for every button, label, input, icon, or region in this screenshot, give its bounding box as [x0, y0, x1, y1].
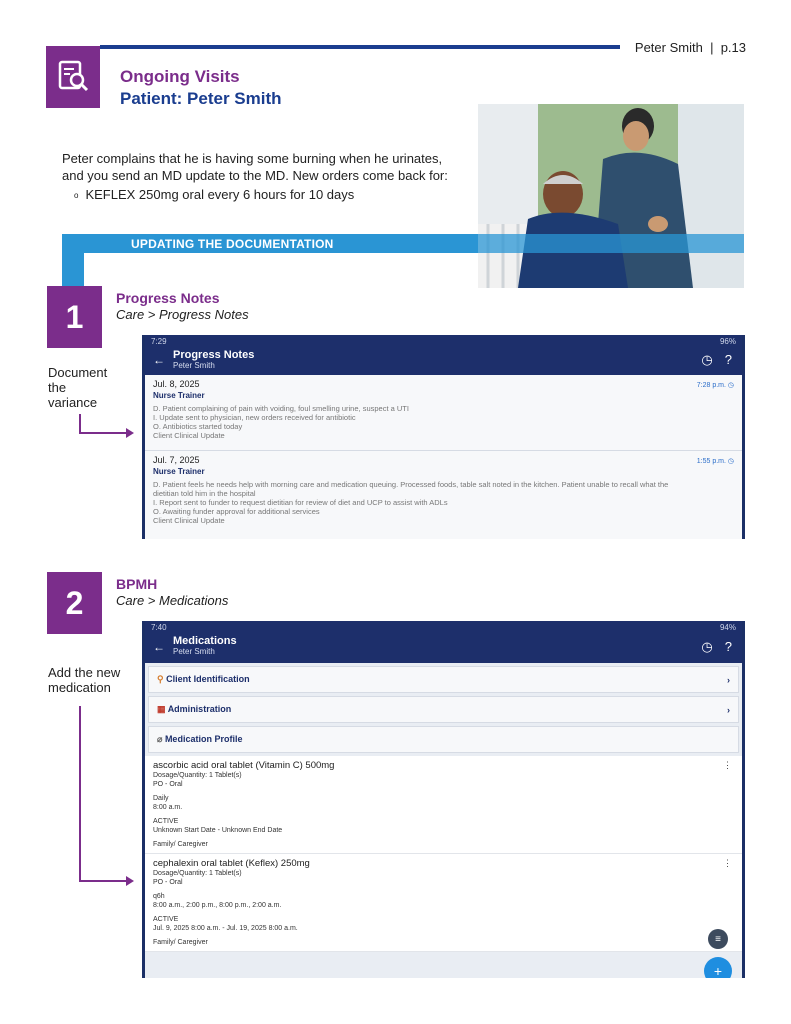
medication-status: ACTIVE [153, 916, 179, 923]
header-patient-name: Peter Smith [634, 40, 703, 55]
note-author: Nurse Trainer [153, 467, 205, 476]
clock-icon: ◷ [727, 458, 734, 465]
medication-profile-header [148, 726, 739, 753]
medication-route: PO - Oral [153, 781, 183, 788]
status-bar [145, 621, 742, 634]
screen-title: Progress Notes [173, 349, 255, 361]
medication-card[interactable] [145, 854, 742, 952]
row-label: Client Identification [166, 674, 250, 684]
step-2-note-line: Add the new [48, 665, 121, 680]
note-category: Client Clinical Update [153, 516, 225, 525]
order-text: KEFLEX 250mg oral every 6 hours for 10 days [85, 187, 355, 202]
medication-dates: Jul. 9, 2025 8:00 a.m. - Jul. 19, 2025 8:00 a.m. [153, 925, 298, 932]
section-band-connector [62, 253, 84, 287]
screen-subtitle: Peter Smith [173, 647, 215, 656]
medication-frequency: Daily [153, 795, 169, 802]
medication-source: Family/ Caregiver [153, 939, 208, 946]
step-2-path: Care > Medications [116, 593, 229, 608]
medications-appbar [145, 621, 742, 663]
document-search-icon [46, 46, 100, 108]
section-band-overlay [478, 234, 744, 253]
screen-title: Medications [173, 635, 237, 647]
step-1-note-line: Document [48, 365, 108, 380]
calendar-icon: ▦ [157, 704, 166, 714]
screen-subtitle: Peter Smith [173, 361, 215, 370]
medication-status: ACTIVE [153, 818, 179, 825]
step-1-title: Progress Notes [116, 290, 220, 306]
status-battery: 96% [719, 337, 736, 346]
filter-icon[interactable]: ≡ [708, 929, 728, 949]
back-arrow-icon[interactable]: ← [153, 640, 165, 654]
step-2-arrow-shaft [79, 880, 126, 882]
chevron-right-icon: › [727, 674, 730, 685]
patient-title: Patient: Peter Smith [120, 89, 282, 108]
medications-screen [142, 621, 745, 978]
header-rule [100, 45, 620, 49]
medication-dosage: Dosage/Quantity: 1 Tablet(s) [153, 772, 242, 779]
arrow-right-icon [126, 428, 134, 438]
note-date: Jul. 8, 2025 [153, 379, 200, 389]
back-arrow-icon[interactable]: ← [153, 353, 165, 367]
medication-frequency: q6h [153, 893, 165, 900]
help-icon[interactable]: ? [724, 639, 732, 654]
note-line: I. Report sent to funder to request dietitian for review of diet and UCP to assist with ADLs [153, 498, 448, 507]
note-time-text: 1:55 p.m. [696, 458, 726, 465]
note-line: I. Update sent to physician, new orders received for antibiotic [153, 413, 356, 422]
progress-note-card[interactable] [145, 451, 742, 539]
history-clock-icon[interactable]: ◷ [701, 639, 713, 654]
history-clock-icon[interactable]: ◷ [701, 352, 713, 367]
more-options-icon[interactable]: ⋮ [723, 858, 732, 868]
note-line: O. Awaiting funder approval for additional services [153, 507, 320, 516]
medication-source: Family/ Caregiver [153, 841, 208, 848]
add-medication-button[interactable]: + [704, 957, 732, 978]
person-icon: ⚲ [157, 674, 164, 684]
note-line: dietitian told him in the hospital [153, 489, 256, 498]
bullet-icon: o [74, 191, 79, 201]
note-date: Jul. 7, 2025 [153, 455, 200, 465]
header-separator: | [710, 40, 714, 55]
page-number: p.13 [720, 40, 746, 55]
medication-dates: Unknown Start Date - Unknown End Date [153, 827, 283, 834]
page-header [635, 40, 746, 55]
medication-dosage: Dosage/Quantity: 1 Tablet(s) [153, 870, 242, 877]
step-2-badge: 2 [47, 572, 102, 634]
order-bullet [74, 187, 354, 202]
medication-name: cephalexin oral tablet (Keflex) 250mg [153, 858, 310, 869]
step-1-arrow-shaft [79, 432, 126, 434]
medication-route: PO - Oral [153, 879, 183, 886]
note-category: Client Clinical Update [153, 431, 225, 440]
medication-card[interactable] [145, 756, 742, 854]
arrow-right-icon [126, 876, 134, 886]
progress-note-card[interactable] [145, 375, 742, 451]
note-line: D. Patient complaining of pain with voiding, foul smelling urine, suspect a UTI [153, 404, 409, 413]
administration-row[interactable] [148, 696, 739, 723]
note-time [697, 381, 734, 389]
note-line: O. Antibiotics started today [153, 422, 243, 431]
intro-paragraph: Peter complains that he is having some burning when he urinates, and you send an MD update to the MD. New orders come back for: [62, 151, 448, 183]
note-time [697, 457, 734, 465]
step-1-path: Care > Progress Notes [116, 307, 249, 322]
step-2-note [48, 665, 120, 695]
step-1-note [48, 365, 107, 410]
page-title: Ongoing Visits [120, 67, 240, 86]
row-label: Medication Profile [164, 734, 243, 744]
step-2-arrow-stem [79, 706, 81, 881]
step-2-note-line: medication [48, 680, 111, 695]
pill-icon: ⌀ [157, 734, 163, 744]
step-2-title: BPMH [116, 576, 158, 592]
status-time: 7:40 [151, 623, 167, 632]
status-battery: 94% [719, 623, 736, 632]
step-1-badge: 1 [47, 286, 102, 348]
status-time: 7:29 [151, 337, 167, 346]
help-icon[interactable]: ? [724, 352, 732, 367]
step-1-arrow-stem [79, 414, 81, 433]
medication-times: 8:00 a.m., 2:00 p.m., 8:00 p.m., 2:00 a.m. [153, 902, 282, 909]
note-time-text: 7:28 p.m. [696, 382, 726, 389]
more-options-icon[interactable]: ⋮ [723, 760, 732, 770]
progress-notes-appbar [145, 335, 742, 375]
status-bar [145, 335, 742, 348]
row-label: Administration [167, 704, 232, 714]
note-line: D. Patient feels he needs help with morning care and medication queuing. Processed foods, table salt noted in the kitchen. Patient unable to recall what the [153, 480, 669, 489]
progress-notes-screen [142, 335, 745, 539]
clock-icon: ◷ [727, 382, 734, 389]
medication-name: ascorbic acid oral tablet (Vitamin C) 500mg [153, 760, 335, 771]
section-heading: UPDATING THE DOCUMENTATION [131, 237, 334, 251]
step-1-note-line: the [48, 380, 67, 395]
chevron-right-icon: › [727, 704, 730, 715]
step-1-note-line: variance [48, 395, 98, 410]
patient-nurse-photo [478, 104, 744, 288]
client-identification-row[interactable] [148, 666, 739, 693]
note-author: Nurse Trainer [153, 391, 205, 400]
medication-times: 8:00 a.m. [153, 804, 183, 811]
